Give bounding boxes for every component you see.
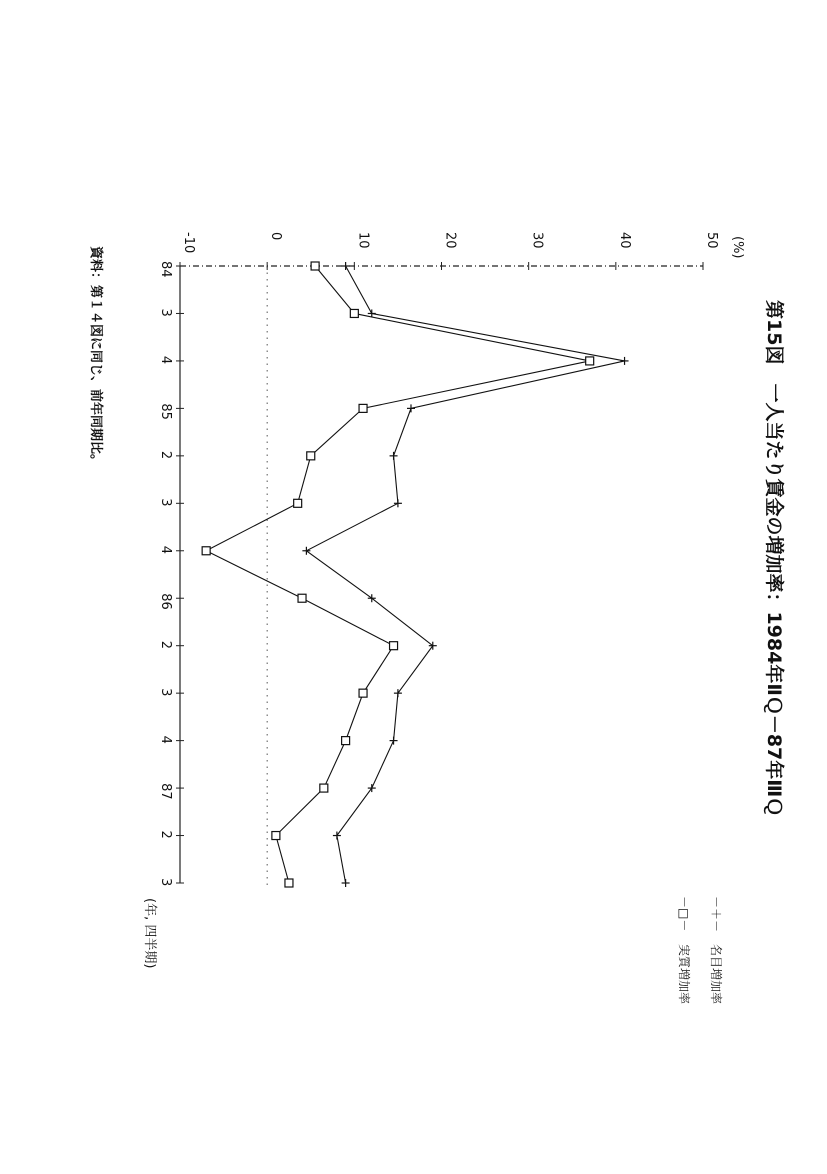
data-point-nominal — [394, 689, 402, 697]
data-point-nominal — [333, 832, 341, 840]
category-tick-label: 85 — [158, 403, 173, 420]
data-point-nominal — [390, 737, 398, 745]
category-tick-label: 3 — [158, 688, 173, 697]
data-point-real — [272, 832, 280, 840]
category-tick-label: 3 — [158, 308, 173, 317]
data-point-nominal — [342, 879, 350, 887]
data-point-nominal — [390, 452, 398, 460]
value-tick-label: 40 — [616, 232, 632, 249]
category-tick-label: 3 — [158, 498, 173, 507]
data-point-real — [390, 642, 398, 650]
value-tick-label: 0 — [268, 232, 284, 241]
data-point-nominal — [342, 262, 350, 270]
legend-label-nominal: 名目増加率 — [709, 944, 723, 1005]
data-point-real — [320, 784, 328, 792]
legend-mark-real: －□－ — [677, 896, 691, 932]
data-point-nominal — [368, 784, 376, 792]
category-tick-label: 87 — [158, 783, 173, 800]
value-tick-label: 50 — [704, 232, 719, 249]
category-tick-label: 2 — [158, 830, 173, 839]
data-point-real — [359, 689, 367, 697]
value-tick-label: -10 — [181, 232, 196, 254]
data-point-nominal — [621, 357, 629, 365]
category-tick-label: 3 — [158, 878, 173, 887]
category-tick-label: 4 — [158, 355, 173, 365]
data-point-real — [350, 309, 358, 317]
category-tick-label: 4 — [158, 545, 173, 555]
y-axis-unit-label: (%) — [730, 236, 745, 259]
data-point-real — [342, 737, 350, 745]
data-point-nominal — [394, 499, 402, 507]
value-tick-label: 20 — [442, 232, 458, 249]
category-tick-label: 84 — [158, 261, 173, 278]
chart-title: 第15図 一人当たり賃金の増加率：1984年ⅡＱ－87年ⅢＱ — [763, 300, 785, 817]
series-layer — [202, 262, 628, 887]
data-point-real — [359, 404, 367, 412]
data-point-real — [298, 594, 306, 602]
source-note: 資料：第１４図に同じ、前年同期比。 — [88, 246, 103, 468]
data-point-nominal — [407, 404, 415, 412]
data-point-real — [586, 357, 594, 365]
category-tick-label: 86 — [158, 593, 173, 610]
data-point-real — [202, 547, 210, 555]
category-tick-label: 2 — [158, 450, 173, 460]
category-tick-label: 4 — [158, 735, 173, 744]
value-tick-label: 10 — [355, 232, 371, 249]
legend — [677, 896, 724, 1004]
data-point-real — [285, 879, 293, 887]
data-point-real — [294, 499, 302, 507]
data-point-real — [311, 262, 319, 270]
category-tick-label: 2 — [158, 640, 173, 649]
data-point-nominal — [302, 547, 310, 555]
series-line-real — [206, 266, 590, 883]
data-point-real — [307, 452, 315, 460]
x-axis-label: (年, 四半期) — [142, 898, 157, 969]
value-tick-label: 30 — [529, 232, 545, 249]
legend-label-real: 実質増加率 — [677, 944, 691, 1005]
legend-mark-nominal: －＋－ — [709, 896, 723, 933]
